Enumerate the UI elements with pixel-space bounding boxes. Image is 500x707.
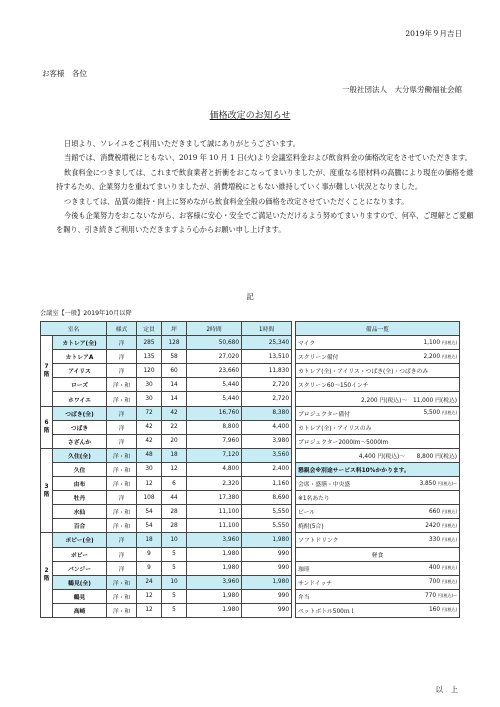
room-style: 洋・和 bbox=[107, 519, 137, 533]
equipment-row bbox=[296, 448, 460, 462]
table-row bbox=[41, 603, 292, 617]
price-1hour: 13,510 bbox=[242, 350, 292, 364]
room-name: 百合 bbox=[53, 519, 107, 533]
price-2hours: 11,100 bbox=[187, 505, 242, 519]
room-capacity: 108 bbox=[137, 491, 162, 505]
room-capacity: 42 bbox=[137, 420, 162, 434]
equipment-item: マイク bbox=[296, 336, 406, 350]
room-tsubo: 42 bbox=[162, 406, 187, 420]
equipment-price-unit: 円(税込) bbox=[441, 508, 458, 514]
equipment-row bbox=[296, 364, 460, 378]
table-row bbox=[41, 462, 292, 476]
room-name: 鶴見(全) bbox=[53, 575, 107, 589]
equipment-price: 400 bbox=[428, 565, 441, 572]
price-1hour: 8,380 bbox=[242, 406, 292, 420]
room-style: 洋・和 bbox=[107, 505, 137, 519]
room-capacity: 24 bbox=[137, 575, 162, 589]
price-1hour: 3,980 bbox=[242, 434, 292, 448]
equipment-price-cell bbox=[406, 575, 460, 589]
equipment-section-label: 軽食 bbox=[296, 547, 460, 561]
room-capacity: 72 bbox=[137, 406, 162, 420]
room-name: つばき bbox=[53, 420, 107, 434]
room-tsubo: 14 bbox=[162, 392, 187, 406]
price-2hours: 1,980 bbox=[187, 561, 242, 575]
equipment-price-unit: 円(税込) bbox=[441, 565, 458, 571]
equipment-row bbox=[296, 462, 460, 476]
price-2hours: 11,100 bbox=[187, 519, 242, 533]
room-name: ホワイエ bbox=[53, 392, 107, 406]
floor-label: 7 階 bbox=[41, 336, 53, 406]
price-2hours: 5,440 bbox=[187, 392, 242, 406]
room-tsubo: 60 bbox=[162, 364, 187, 378]
room-style: 洋 bbox=[107, 350, 137, 364]
equipment-note: プロジェクター2000lm～5000lm bbox=[296, 434, 460, 448]
body-paragraph: つきましては、品質の維持・向上に努めながら飲食料金全般の価格を改定させていただくことになります。 bbox=[64, 196, 409, 206]
equipment-row bbox=[296, 603, 460, 617]
room-capacity: 54 bbox=[137, 505, 162, 519]
equipment-price-unit: 円(税込)～ bbox=[437, 480, 458, 486]
room-capacity: 12 bbox=[137, 603, 162, 617]
table-row bbox=[41, 420, 292, 434]
table-row bbox=[41, 392, 292, 406]
equipment-price-unit: 円(税込) bbox=[441, 607, 458, 613]
price-1hour: 5,550 bbox=[242, 519, 292, 533]
page-title: 価格改定のお知らせ bbox=[209, 111, 291, 121]
equipment-item: 弁当 bbox=[296, 589, 406, 603]
price-1hour: 1,980 bbox=[242, 533, 292, 547]
room-name: 高崎 bbox=[53, 603, 107, 617]
room-name: 久住 bbox=[53, 462, 107, 476]
equipment-price: 700 bbox=[428, 579, 441, 586]
price-1hour: 1,160 bbox=[242, 477, 292, 491]
price-2hours: 5,440 bbox=[187, 378, 242, 392]
room-tsubo: 12 bbox=[162, 462, 187, 476]
equipment-price-unit: 円(税込)～ bbox=[437, 593, 458, 599]
room-tsubo: 5 bbox=[162, 561, 187, 575]
equipment-price-cell bbox=[406, 406, 460, 420]
equipment-price-cell bbox=[406, 336, 460, 350]
header-style: 様式 bbox=[107, 322, 137, 336]
table-row bbox=[41, 477, 292, 491]
equipment-item: ペットボトル500ｍｌ bbox=[296, 603, 406, 617]
room-name: 久住(全) bbox=[53, 448, 107, 462]
price-2hours: 27,020 bbox=[187, 350, 242, 364]
header-1hour: 1時間 bbox=[242, 322, 292, 336]
room-style: 洋・和 bbox=[107, 477, 137, 491]
room-name: パンジー bbox=[53, 561, 107, 575]
header-capacity: 定員 bbox=[137, 322, 162, 336]
room-capacity: 12 bbox=[137, 589, 162, 603]
price-2hours: 16,760 bbox=[187, 406, 242, 420]
room-style: 洋 bbox=[107, 533, 137, 547]
price-1hour: 990 bbox=[242, 547, 292, 561]
equipment-note: カトレア(全)・アイリスのみ bbox=[296, 420, 460, 434]
price-2hours: 1,980 bbox=[187, 547, 242, 561]
table-row bbox=[41, 505, 292, 519]
price-2hours: 3,960 bbox=[187, 533, 242, 547]
room-style: 洋 bbox=[107, 547, 137, 561]
equipment-item: 会席・盛膳・中央盛 bbox=[296, 477, 406, 491]
price-2hours: 50,680 bbox=[187, 336, 242, 350]
table-row bbox=[41, 533, 292, 547]
room-table-header bbox=[41, 322, 292, 336]
equipment-row bbox=[296, 420, 460, 434]
price-2hours: 3,960 bbox=[187, 575, 242, 589]
equipment-price-cell bbox=[406, 519, 460, 533]
equipment-item: ソフトドリンク bbox=[296, 533, 406, 547]
room-name: 鶴見 bbox=[53, 589, 107, 603]
equipment-item: プロジェクター備付 bbox=[296, 406, 406, 420]
room-style: 洋・和 bbox=[107, 378, 137, 392]
price-2hours: 4,800 bbox=[187, 462, 242, 476]
equipment-row bbox=[296, 392, 460, 406]
price-1hour: 990 bbox=[242, 603, 292, 617]
issue-date: 2019年９月吉日 bbox=[405, 29, 462, 38]
room-tsubo: 58 bbox=[162, 350, 187, 364]
room-style: 洋・和 bbox=[107, 448, 137, 462]
room-tsubo: 5 bbox=[162, 547, 187, 561]
room-name: カトレアA bbox=[53, 350, 107, 364]
floor-label: 3 階 bbox=[41, 448, 53, 533]
price-2hours: 7,120 bbox=[187, 448, 242, 462]
equipment-item: 焼酎(5合) bbox=[296, 519, 406, 533]
body-paragraph: 今後も企業努力をおこないながら、お客様に安心・安全でご満足いただけるよう努めてまいりますので、何卒、ご理解とご愛顧を賜り、引き続きご利用いただきますよう心からお願い申し上げます。 bbox=[56, 211, 474, 235]
room-capacity: 9 bbox=[137, 561, 162, 575]
equipment-price-cell bbox=[406, 603, 460, 617]
room-tsubo: 6 bbox=[162, 477, 187, 491]
price-1hour: 1,980 bbox=[242, 575, 292, 589]
equipment-price-unit: 円(税込) bbox=[441, 339, 458, 345]
equipment-price: 5,500 bbox=[423, 410, 441, 417]
equipment-row bbox=[296, 477, 460, 491]
room-tsubo: 10 bbox=[162, 533, 187, 547]
room-tsubo: 44 bbox=[162, 491, 187, 505]
room-tsubo: 28 bbox=[162, 519, 187, 533]
equipment-price-unit: 円(税込) bbox=[441, 353, 458, 359]
equipment-row bbox=[296, 575, 460, 589]
equipment-price-cell bbox=[406, 533, 460, 547]
room-price-table bbox=[40, 321, 292, 618]
header-2hours: 2時間 bbox=[187, 322, 242, 336]
room-name: アイリス bbox=[53, 364, 107, 378]
room-capacity: 48 bbox=[137, 448, 162, 462]
table-row bbox=[41, 350, 292, 364]
table-row bbox=[41, 575, 292, 589]
price-2hours: 8,800 bbox=[187, 420, 242, 434]
room-name: ポピー bbox=[53, 547, 107, 561]
equipment-note: スクリーン60～150インチ bbox=[296, 378, 460, 392]
table-row bbox=[41, 434, 292, 448]
room-style: 洋 bbox=[107, 561, 137, 575]
room-capacity: 42 bbox=[137, 434, 162, 448]
room-style: 洋 bbox=[107, 364, 137, 378]
header-room-name: 室名 bbox=[41, 322, 107, 336]
equipment-row bbox=[296, 519, 460, 533]
room-name: 水仙 bbox=[53, 505, 107, 519]
room-name: ポピー(全) bbox=[53, 533, 107, 547]
table-row bbox=[41, 378, 292, 392]
price-1hour: 4,400 bbox=[242, 420, 292, 434]
price-2hours: 2,320 bbox=[187, 477, 242, 491]
room-capacity: 285 bbox=[137, 336, 162, 350]
equipment-price-cell bbox=[406, 505, 460, 519]
room-tsubo: 128 bbox=[162, 336, 187, 350]
equipment-table-header bbox=[296, 322, 460, 336]
equipment-price: 2,200 bbox=[423, 353, 441, 360]
floor-label: 2 階 bbox=[41, 533, 53, 618]
equipment-row bbox=[296, 434, 460, 448]
floor-label: 6 階 bbox=[41, 406, 53, 448]
price-1hour: 8,690 bbox=[242, 491, 292, 505]
notice-body bbox=[56, 137, 474, 238]
equipment-note: カトレア(全)・アイリス・つばき(全)・つばきのみ bbox=[296, 364, 460, 378]
table-row bbox=[41, 547, 292, 561]
table-row bbox=[41, 336, 292, 350]
equipment-price: 3,850 bbox=[419, 480, 437, 487]
room-tsubo: 20 bbox=[162, 434, 187, 448]
room-capacity: 12 bbox=[137, 477, 162, 491]
equipment-table bbox=[295, 321, 460, 618]
table-row bbox=[41, 561, 292, 575]
price-1hour: 2,720 bbox=[242, 392, 292, 406]
room-style: 洋 bbox=[107, 434, 137, 448]
table-row bbox=[41, 589, 292, 603]
addressee: お客様 各位 bbox=[42, 69, 87, 78]
equipment-price: 660 bbox=[428, 508, 441, 515]
room-name: 牡丹 bbox=[53, 491, 107, 505]
ki-mark: 記 bbox=[246, 292, 254, 301]
equipment-note: 4,400 円(税込)～ 8,800 円(税込) bbox=[296, 448, 460, 462]
room-capacity: 18 bbox=[137, 533, 162, 547]
equipment-price: 160 bbox=[428, 607, 441, 614]
room-name: ローズ bbox=[53, 378, 107, 392]
room-tsubo: 14 bbox=[162, 378, 187, 392]
equipment-note: ※1名あたり bbox=[296, 491, 460, 505]
price-1hour: 2,400 bbox=[242, 462, 292, 476]
equipment-row bbox=[296, 561, 460, 575]
equipment-row bbox=[296, 491, 460, 505]
price-2hours: 1,980 bbox=[187, 589, 242, 603]
equipment-header: 備品一覧 bbox=[296, 322, 460, 336]
equipment-item: 珈琲 bbox=[296, 561, 406, 575]
room-tsubo: 10 bbox=[162, 575, 187, 589]
equipment-row bbox=[296, 505, 460, 519]
price-1hour: 990 bbox=[242, 589, 292, 603]
closing-mark: 以 上 bbox=[435, 685, 458, 694]
equipment-price: 770 bbox=[424, 593, 437, 600]
room-tsubo: 5 bbox=[162, 589, 187, 603]
equipment-row bbox=[296, 406, 460, 420]
table-subtitle: 会議室【一般】2019年10月以降 bbox=[40, 310, 132, 317]
room-style: 洋・和 bbox=[107, 462, 137, 476]
room-capacity: 120 bbox=[137, 364, 162, 378]
equipment-item: スクリーン備付 bbox=[296, 350, 406, 364]
room-name: 由布 bbox=[53, 477, 107, 491]
price-2hours: 23,660 bbox=[187, 364, 242, 378]
equipment-price: 1,100 bbox=[423, 339, 441, 346]
equipment-row bbox=[296, 350, 460, 364]
price-1hour: 11,830 bbox=[242, 364, 292, 378]
room-style: 洋 bbox=[107, 406, 137, 420]
room-tsubo: 5 bbox=[162, 603, 187, 617]
room-tsubo: 28 bbox=[162, 505, 187, 519]
equipment-price-unit: 円(税込) bbox=[441, 410, 458, 416]
room-tsubo: 22 bbox=[162, 420, 187, 434]
header-tsubo: 坪 bbox=[162, 322, 187, 336]
room-style: 洋・和 bbox=[107, 589, 137, 603]
room-style: 洋 bbox=[107, 491, 137, 505]
equipment-row bbox=[296, 589, 460, 603]
price-1hour: 5,550 bbox=[242, 505, 292, 519]
room-capacity: 54 bbox=[137, 519, 162, 533]
room-capacity: 30 bbox=[137, 462, 162, 476]
equipment-row bbox=[296, 378, 460, 392]
room-name: カトレア(全) bbox=[53, 336, 107, 350]
equipment-price: 330 bbox=[428, 536, 441, 543]
equipment-price-cell bbox=[406, 350, 460, 364]
room-capacity: 9 bbox=[137, 547, 162, 561]
equipment-price-cell bbox=[406, 589, 460, 603]
equipment-row bbox=[296, 336, 460, 350]
table-row bbox=[41, 491, 292, 505]
table-row bbox=[41, 364, 292, 378]
equipment-row bbox=[296, 547, 460, 561]
price-1hour: 990 bbox=[242, 561, 292, 575]
equipment-price-unit: 円(税込) bbox=[441, 536, 458, 542]
body-paragraph: 飲食料金につきましては、これまで飲食業者と折衝をおこなってまいりましたが、度重なる原材料の高騰により現在の価格を維持するため、企業努力を重ねてまいりましたが、消費増税にともない維持していく事が難しい状況となりました。 bbox=[56, 167, 474, 192]
table-row bbox=[41, 448, 292, 462]
price-1hour: 25,340 bbox=[242, 336, 292, 350]
room-capacity: 135 bbox=[137, 350, 162, 364]
room-name: つばき(全) bbox=[53, 406, 107, 420]
room-style: 洋・和 bbox=[107, 392, 137, 406]
room-name: さざんか bbox=[53, 434, 107, 448]
equipment-price-unit: 円(税込) bbox=[441, 579, 458, 585]
equipment-price-unit: 円(税込) bbox=[441, 522, 458, 528]
table-row bbox=[41, 519, 292, 533]
equipment-price-cell bbox=[406, 561, 460, 575]
price-1hour: 2,720 bbox=[242, 378, 292, 392]
equipment-item: ビール bbox=[296, 505, 406, 519]
room-tsubo: 18 bbox=[162, 448, 187, 462]
room-style: 洋・和 bbox=[107, 603, 137, 617]
price-2hours: 1,980 bbox=[187, 603, 242, 617]
room-style: 洋 bbox=[107, 420, 137, 434]
equipment-item: サンドイッチ bbox=[296, 575, 406, 589]
organization: 一般社団法人 大分県労働福祉会館 bbox=[342, 85, 462, 94]
price-2hours: 17,380 bbox=[187, 491, 242, 505]
equipment-section-band: 懇親会※別途サービス料10%かかります。 bbox=[296, 462, 460, 476]
body-paragraph: 当館では、消費税増税にともない、2019 年 10 月 1 日(火)より会議室料金および飲食料金の価格改定をさせていただきます。 bbox=[64, 153, 472, 163]
price-1hour: 3,560 bbox=[242, 448, 292, 462]
room-capacity: 30 bbox=[137, 378, 162, 392]
equipment-price-cell bbox=[406, 477, 460, 491]
body-paragraph: 日頃より、ソレイユをご利用いただきまして誠にありがとうございます。 bbox=[64, 139, 300, 148]
room-style: 洋 bbox=[107, 336, 137, 350]
room-style: 洋・和 bbox=[107, 575, 137, 589]
price-2hours: 7,960 bbox=[187, 434, 242, 448]
equipment-note: 2,200 円(税込)～ 11,000 円(税込) bbox=[296, 392, 460, 406]
equipment-price: 2420 bbox=[425, 522, 441, 529]
table-row bbox=[41, 406, 292, 420]
equipment-row bbox=[296, 533, 460, 547]
room-capacity: 30 bbox=[137, 392, 162, 406]
